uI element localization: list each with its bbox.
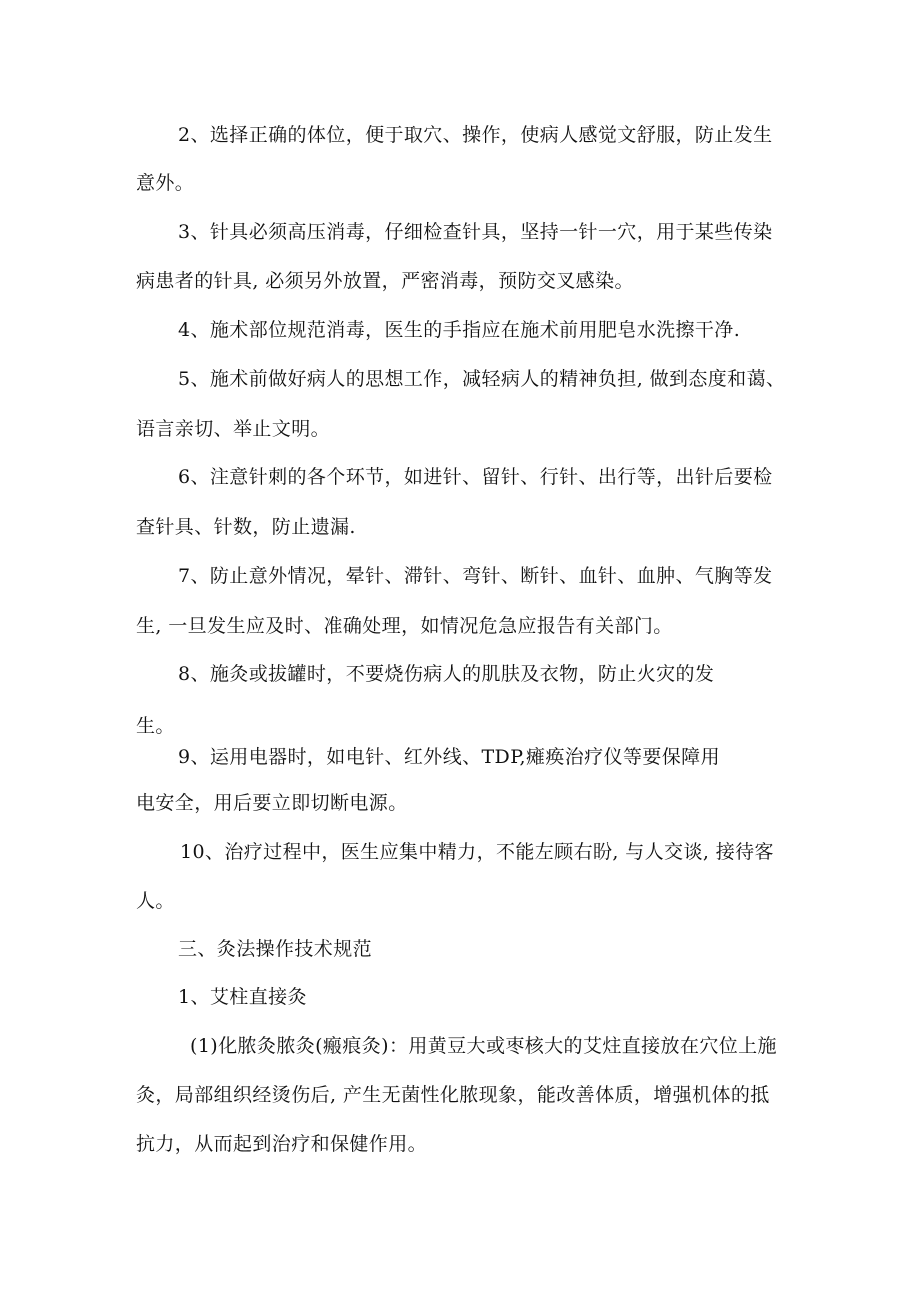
subheading: 1、艾柱直接灸 bbox=[178, 986, 307, 1008]
item-3-line2: 病患者的针具, 必须另外放置，严密消毒，预防交叉感染。 bbox=[136, 270, 634, 292]
item-2-line1: 2、选择正确的体位，便于取穴、操作，使病人感觉文舒服，防止发生 bbox=[178, 124, 773, 146]
item-5-line2: 语言亲切、举止文明。 bbox=[136, 418, 331, 440]
item-8-line2: 生。 bbox=[136, 715, 175, 737]
item-4-line1: 4、施术部位规范消毒，医生的手指应在施术前用肥皂水洗擦干净. bbox=[178, 319, 741, 341]
item-7-line1: 7、防止意外情况，晕针、滞针、弯针、断针、血针、血肿、气胸等发 bbox=[178, 565, 773, 587]
paragraph-line3: 抗力，从而起到治疗和保健作用。 bbox=[136, 1133, 428, 1155]
item-5-line1: 5、施术前做好病人的思想工作，减轻病人的精神负担, 做到态度和蔼、 bbox=[178, 368, 786, 390]
item-9-line2: 电安全，用后要立即切断电源。 bbox=[136, 792, 408, 814]
item-2-line2: 意外。 bbox=[136, 172, 195, 194]
item-3-line1: 3、针具必须高压消毒，仔细检查针具，坚持一针一穴，用于某些传染 bbox=[178, 221, 773, 243]
item-9-line1: 9、运用电器时，如电针、红外线、TDP,瘫痪治疗仪等要保障用 bbox=[178, 746, 720, 768]
section-heading: 三、灸法操作技术规范 bbox=[178, 938, 373, 960]
item-10-line2: 人。 bbox=[136, 890, 175, 912]
item-7-line2: 生, 一旦发生应及时、准确处理，如情况危急应报告有关部门。 bbox=[136, 615, 673, 637]
item-8-line1: 8、施灸或拔罐时，不要烧伤病人的肌肤及衣物，防止火灾的发 bbox=[178, 663, 715, 685]
paragraph-line2: 灸，局部组织经烫伤后, 产生无菌性化脓现象，能改善体质，增强机体的抵 bbox=[136, 1084, 770, 1106]
item-6-line2: 查针具、针数，防止遗漏. bbox=[136, 516, 356, 538]
item-6-line1: 6、注意针刺的各个环节，如进针、留针、行针、出行等，出针后要检 bbox=[178, 466, 773, 488]
item-10-line1: 10、治疗过程中，医生应集中精力，不能左顾右盼, 与人交谈, 接待客 bbox=[180, 841, 774, 863]
paragraph-line1: (1)化脓灸脓灸(瘢痕灸)：用黄豆大或枣核大的艾炷直接放在穴位上施 bbox=[190, 1035, 777, 1057]
